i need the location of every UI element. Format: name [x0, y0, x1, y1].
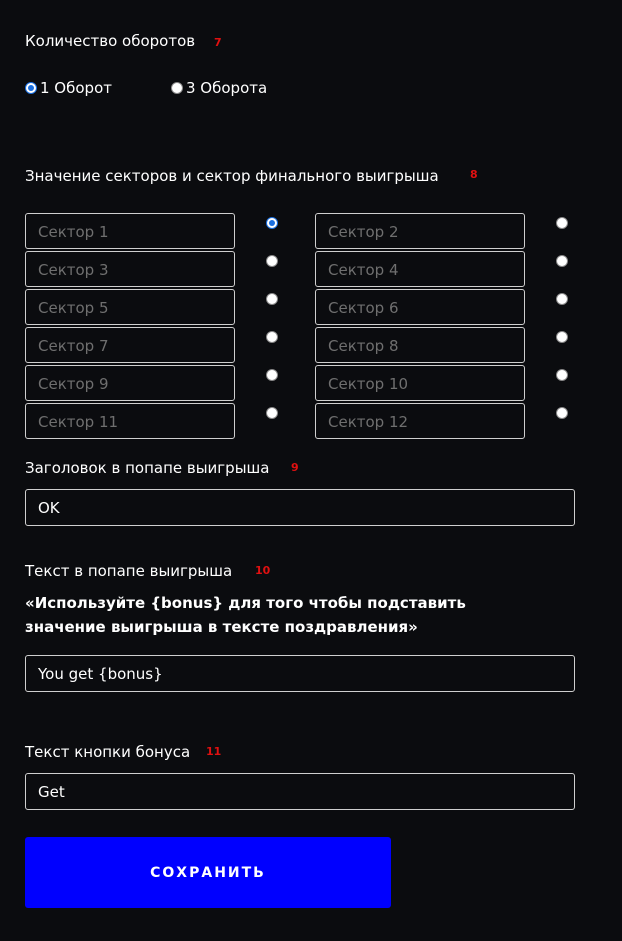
- sector-win-radio-5[interactable]: [266, 293, 278, 305]
- sector-input-12[interactable]: [315, 403, 525, 439]
- sector-input-placeholder: Сектор 2: [328, 223, 399, 241]
- sector-win-radio-9[interactable]: [266, 369, 278, 381]
- popup-text-input-value: You get {bonus}: [38, 665, 163, 683]
- sectors-title: Значение секторов и сектор финального выигрыша: [25, 167, 439, 185]
- save-button-label: СОХРАНИТЬ: [150, 864, 266, 881]
- rotation-radio-1-label[interactable]: 1 Оборот: [40, 79, 112, 97]
- rotation-radio-3-label[interactable]: 3 Оборота: [186, 79, 268, 97]
- sector-win-radio-2[interactable]: [556, 217, 568, 229]
- bonus-button-text-label: Текст кнопки бонуса: [25, 743, 191, 761]
- popup-title-input-value: OK: [38, 499, 60, 517]
- sector-input-8[interactable]: [315, 327, 525, 363]
- sectors-step-number: 8: [470, 168, 478, 181]
- bonus-button-text-input[interactable]: [25, 773, 575, 810]
- sector-input-5[interactable]: [25, 289, 235, 325]
- sector-win-radio-10[interactable]: [556, 369, 568, 381]
- sector-input-placeholder: Сектор 7: [38, 337, 109, 355]
- sector-win-radio-8[interactable]: [556, 331, 568, 343]
- sector-input-9[interactable]: [25, 365, 235, 401]
- sector-input-2[interactable]: [315, 213, 525, 249]
- rotations-title: Количество оборотов: [25, 32, 196, 50]
- sector-input-10[interactable]: [315, 365, 525, 401]
- popup-title-label: Заголовок в попапе выигрыша: [25, 459, 270, 477]
- popup-title-step-number: 9: [291, 461, 299, 474]
- popup-text-hint: «Используйте {bonus} для того чтобы подставить значение выигрыша в тексте поздравления»: [25, 594, 466, 636]
- popup-text-input[interactable]: [25, 655, 575, 692]
- bonus-button-step-number: 11: [206, 745, 222, 758]
- sector-input-4[interactable]: [315, 251, 525, 287]
- popup-text-step-number: 10: [255, 564, 271, 577]
- sector-win-radio-12[interactable]: [556, 407, 568, 419]
- bonus-button-text-input-value: Get: [38, 783, 65, 801]
- rotation-radio-3[interactable]: [171, 82, 183, 94]
- sector-input-placeholder: Сектор 3: [38, 261, 109, 279]
- sector-input-placeholder: Сектор 11: [38, 413, 119, 431]
- popup-title-input[interactable]: [25, 489, 575, 526]
- sector-input-placeholder: Сектор 1: [38, 223, 109, 241]
- sector-input-placeholder: Сектор 4: [328, 261, 399, 279]
- sector-win-radio-11[interactable]: [266, 407, 278, 419]
- sector-win-radio-6[interactable]: [556, 293, 568, 305]
- sector-input-placeholder: Сектор 10: [328, 375, 409, 393]
- save-button[interactable]: [25, 837, 391, 908]
- sector-input-7[interactable]: [25, 327, 235, 363]
- sector-win-radio-3[interactable]: [266, 255, 278, 267]
- rotations-step-number: 7: [214, 36, 222, 49]
- sector-win-radio-1[interactable]: [266, 217, 278, 229]
- sector-input-placeholder: Сектор 6: [328, 299, 399, 317]
- rotation-radio-1[interactable]: [25, 82, 37, 94]
- sector-input-11[interactable]: [25, 403, 235, 439]
- sector-input-placeholder: Сектор 8: [328, 337, 399, 355]
- sector-input-6[interactable]: [315, 289, 525, 325]
- popup-text-label: Текст в попапе выигрыша: [25, 562, 233, 580]
- sector-input-placeholder: Сектор 9: [38, 375, 109, 393]
- sector-input-placeholder: Сектор 12: [328, 413, 409, 431]
- sector-input-1[interactable]: [25, 213, 235, 249]
- sector-win-radio-4[interactable]: [556, 255, 568, 267]
- sector-win-radio-7[interactable]: [266, 331, 278, 343]
- sector-input-3[interactable]: [25, 251, 235, 287]
- sector-input-placeholder: Сектор 5: [38, 299, 109, 317]
